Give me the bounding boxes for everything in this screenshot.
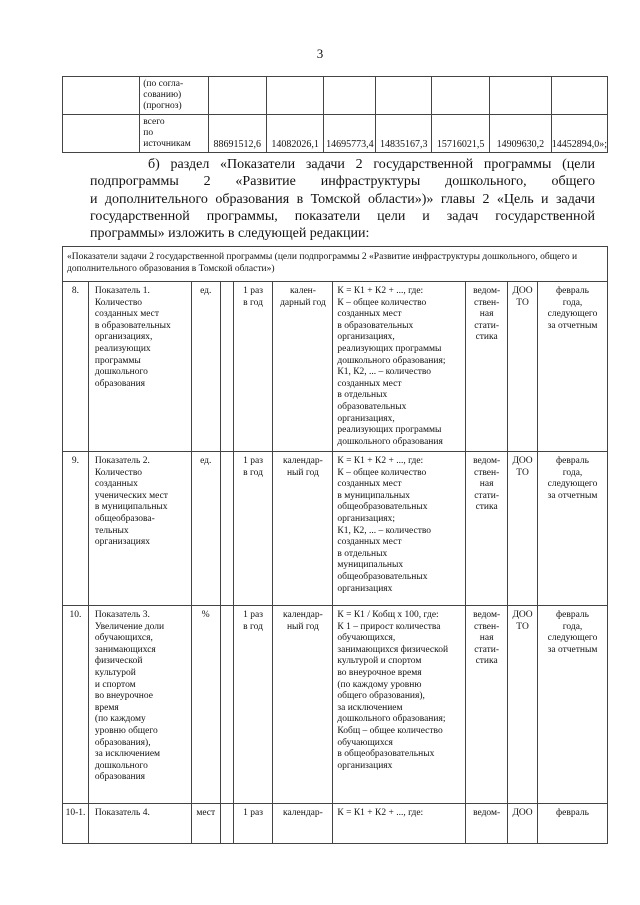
text-line: Количество <box>94 297 143 308</box>
text-line: образования <box>94 772 146 783</box>
text-line: Показатель 3. <box>94 610 150 620</box>
text-line: ный год <box>286 467 319 478</box>
text-line: (по согла- <box>143 79 184 89</box>
blank-cell <box>63 77 140 115</box>
text-line: Кобщ – общее количество <box>337 725 443 736</box>
deadline <box>538 452 608 606</box>
text-line: стати- <box>474 490 500 501</box>
text-line: К – общее количество <box>337 467 427 478</box>
indicator-name <box>88 606 191 804</box>
text-line: подпрограммы 2 «Развитие инфраструктуры дошкольного, общего <box>90 174 595 190</box>
text-line: обучающихся, <box>337 633 396 644</box>
text-line: К – общее количество <box>337 297 427 308</box>
text-line: в год <box>243 467 263 478</box>
text-line: стика <box>475 332 498 343</box>
text-line: 1 раз <box>243 610 263 620</box>
text-line: созданных <box>94 479 138 490</box>
data-source <box>466 804 508 844</box>
blank-cell <box>220 606 233 804</box>
indicator-name <box>88 452 191 606</box>
value-cell: 14909630,2 <box>489 115 551 153</box>
text-line: ствен- <box>474 297 500 308</box>
text-line: Показатель 1. <box>94 286 150 296</box>
row-label <box>140 115 209 153</box>
frequency <box>233 606 273 804</box>
text-line: календар- <box>283 610 323 620</box>
text-line: за исключением <box>94 749 161 760</box>
responsible <box>508 282 538 452</box>
text-line: за отчетным <box>547 644 598 655</box>
value-cell: 15716021,5 <box>432 115 490 153</box>
text-line: (прогноз) <box>143 101 182 111</box>
table-header: «Показатели задачи 2 государственной программы (цели подпрограммы 2 «Развитие инфраструктуры дошкольного, общего и дополнительного образования в Томской области») <box>63 247 608 282</box>
text-line: календар- <box>283 808 323 818</box>
row-number: 10. <box>63 606 89 804</box>
text-line: программы» изложить в следующей редакции: <box>90 226 370 242</box>
text-line: в год <box>243 297 263 308</box>
text-line: ТО <box>516 467 529 478</box>
text-line: следующего <box>547 309 598 320</box>
text-line: дошкольного образования; <box>337 714 446 725</box>
table-row <box>63 804 608 844</box>
row-number: 10-1. <box>63 804 89 844</box>
text-line: года, <box>562 467 583 478</box>
text-line: календар- <box>283 456 323 466</box>
text-line: ведом- <box>473 286 501 296</box>
text-line: февраль <box>556 808 589 818</box>
deadline <box>538 282 608 452</box>
text-line: года, <box>562 297 583 308</box>
text-line: в год <box>243 621 263 632</box>
table-row <box>63 606 608 804</box>
total-value: 88691512,6 <box>208 115 266 153</box>
text-line: дошкольного <box>94 760 148 771</box>
text-line: образовательных <box>337 401 407 412</box>
calculation-method <box>333 452 466 606</box>
text-line: во внеурочное время <box>337 667 422 678</box>
text-line: общеобразова- <box>94 513 155 524</box>
text-line: Увеличение доли <box>94 621 165 632</box>
text-line: года, <box>562 621 583 632</box>
text-line: в отдельных <box>337 548 388 559</box>
text-line: образования), <box>94 737 151 748</box>
text-line: реализующих <box>94 343 151 354</box>
unit-of-measure: мест <box>191 804 220 844</box>
responsible <box>508 804 538 844</box>
text-line: февраль <box>556 610 589 620</box>
text-line: ученических мест <box>94 490 168 501</box>
frequency <box>233 804 273 844</box>
text-line: 1 раз <box>243 808 263 818</box>
text-line: ствен- <box>474 467 500 478</box>
text-line: ДОО <box>512 610 533 620</box>
text-line: созданных мест <box>337 378 402 389</box>
text-line: общего образования), <box>337 691 425 702</box>
data-source <box>466 606 508 804</box>
text-line: Показатель 2. <box>94 456 150 466</box>
text-line: стати- <box>474 320 500 331</box>
unit-of-measure: % <box>191 606 220 804</box>
text-line: дошкольного образования <box>337 436 443 447</box>
text-line: в муниципальных <box>337 490 411 501</box>
amendment-paragraph <box>90 156 595 242</box>
text-line: ДОО <box>512 808 533 818</box>
text-line: обучающихся, <box>94 633 153 644</box>
text-line: К = К1 + К2 + ..., где: <box>337 286 424 296</box>
responsible <box>508 606 538 804</box>
text-line: время <box>94 702 119 713</box>
budget-table-fragment <box>62 76 608 153</box>
text-line: организациях, <box>337 332 395 343</box>
text-line: созданных мест <box>337 479 402 490</box>
text-line: источникам <box>143 139 191 149</box>
row-number: 8. <box>63 282 89 452</box>
text-line: организациях, <box>94 332 153 343</box>
text-line: следующего <box>547 479 598 490</box>
text-line: в общеобразовательных <box>337 749 435 760</box>
text-line: обучающихся <box>337 737 393 748</box>
value-cell: 14452894,0»; <box>551 115 607 153</box>
text-line: общеобразовательных <box>337 502 428 513</box>
calculation-method <box>333 282 466 452</box>
text-line: стика <box>475 656 498 667</box>
text-line: б) раздел «Показатели задачи 2 государственной программы (цели <box>148 157 595 172</box>
deadline <box>538 606 608 804</box>
value-cell: 14082026,1 <box>266 115 324 153</box>
text-line: культурой и спортом <box>337 656 422 667</box>
deadline <box>538 804 608 844</box>
text-line: ный год <box>286 621 319 632</box>
text-line: ствен- <box>474 621 500 632</box>
indicators-table <box>62 246 608 844</box>
text-line: уровню общего <box>94 725 158 736</box>
blank-cell <box>220 804 233 844</box>
text-line: в образовательных <box>337 320 414 331</box>
text-line: ная <box>479 309 494 320</box>
text-line: за отчетным <box>547 320 598 331</box>
text-line: занимающихся <box>94 644 156 655</box>
text-line: государственной программы, показатели цели и задач государственной <box>90 208 595 224</box>
text-line: всего <box>143 117 165 127</box>
value-cell: 14695773,4 <box>324 115 376 153</box>
text-line: ТО <box>516 297 529 308</box>
text-line: кален- <box>289 286 316 296</box>
text-line: К = К1 + К2 + ..., где: <box>337 808 424 818</box>
text-line: и спортом <box>94 679 136 690</box>
text-line: в образовательных <box>94 320 171 331</box>
text-line: созданных мест <box>94 309 160 320</box>
text-line: муниципальных <box>337 560 404 571</box>
blank-cell <box>63 115 140 153</box>
text-line: и дополнительного образования в Томской области»)» главы 2 «Цель и задачи <box>90 191 595 207</box>
unit-of-measure: ед. <box>191 282 220 452</box>
text-line: сованию) <box>143 90 182 100</box>
text-line: февраль <box>556 286 589 296</box>
text-line: физической <box>94 656 143 667</box>
indicator-name <box>88 282 191 452</box>
text-line: программы <box>94 355 141 366</box>
row-number: 9. <box>63 452 89 606</box>
text-line: тельных <box>94 525 129 536</box>
text-line: ная <box>479 479 494 490</box>
text-line: ДОО <box>512 456 533 466</box>
blank-cell <box>220 452 233 606</box>
text-line: следующего <box>547 633 598 644</box>
text-line: организациях <box>94 537 150 548</box>
text-line: в отдельных <box>337 390 388 401</box>
text-line: ная <box>479 633 494 644</box>
text-line: дошкольного образования; <box>337 355 446 366</box>
text-line: стати- <box>474 644 500 655</box>
text-line: организациях <box>337 583 393 594</box>
text-line: Показатель 4. <box>94 808 150 818</box>
text-line: ДОО <box>512 286 533 296</box>
text-line: во внеурочное <box>94 691 153 702</box>
time-basis <box>273 282 333 452</box>
text-line: в муниципальных <box>94 502 168 513</box>
text-line: ведом- <box>473 610 501 620</box>
text-line: занимающихся физической <box>337 644 449 655</box>
calculation-method <box>333 804 466 844</box>
table-row <box>63 282 608 452</box>
text-line: организациях <box>337 760 393 771</box>
text-line: за исключением <box>337 702 403 713</box>
text-line: (по каждому <box>94 714 146 725</box>
text-line: реализующих программы <box>337 343 442 354</box>
time-basis <box>273 606 333 804</box>
text-line: К = К1 / Кобщ х 100, где: <box>337 610 439 620</box>
text-line: К1, К2, ... – количество <box>337 367 432 378</box>
time-basis <box>273 804 333 844</box>
text-line: по <box>143 128 154 138</box>
text-line: (по каждому уровню <box>337 679 422 690</box>
text-line: стика <box>475 502 498 513</box>
time-basis <box>273 452 333 606</box>
calculation-method <box>333 606 466 804</box>
text-line: реализующих программы <box>337 425 442 436</box>
text-line: К 1 – прирост количества <box>337 621 441 632</box>
text-line: культурой <box>94 667 136 678</box>
text-line: общеобразовательных <box>337 571 428 582</box>
text-line: созданных мест <box>337 537 402 548</box>
text-line: созданных мест <box>337 309 402 320</box>
text-line: 1 раз <box>243 286 263 296</box>
text-line: Количество <box>94 467 143 478</box>
data-source <box>466 282 508 452</box>
text-line: образования <box>94 378 146 389</box>
data-source <box>466 452 508 606</box>
text-line: дошкольного <box>94 367 148 378</box>
text-line: ведом- <box>473 808 501 818</box>
text-line: организациях; <box>337 513 396 524</box>
text-line: февраль <box>556 456 589 466</box>
text-line: за отчетным <box>547 490 598 501</box>
frequency <box>233 282 273 452</box>
text-line: организациях, <box>337 413 395 424</box>
frequency <box>233 452 273 606</box>
responsible <box>508 452 538 606</box>
text-line: ведом- <box>473 456 501 466</box>
row-label <box>140 77 209 115</box>
unit-of-measure: ед. <box>191 452 220 606</box>
text-line: К1, К2, ... – количество <box>337 525 432 536</box>
blank-cell <box>220 282 233 452</box>
table-row <box>63 452 608 606</box>
indicator-name <box>88 804 191 844</box>
value-cell: 14835167,3 <box>376 115 432 153</box>
text-line: 1 раз <box>243 456 263 466</box>
text-line: дарный год <box>280 297 326 308</box>
text-line: ТО <box>516 621 529 632</box>
text-line: К = К1 + К2 + ..., где: <box>337 456 424 466</box>
page-number: 3 <box>316 46 324 61</box>
